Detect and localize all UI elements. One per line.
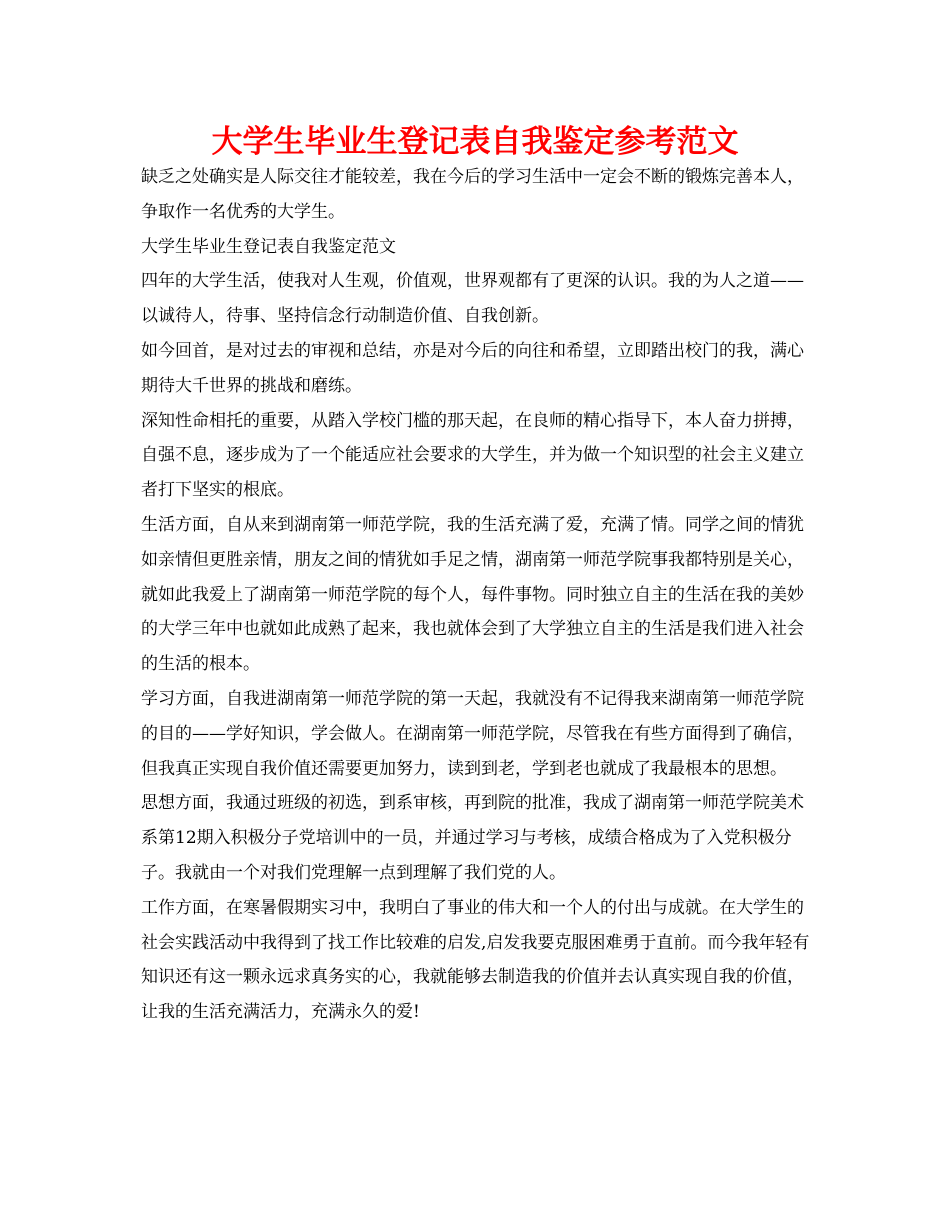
document-body <box>141 160 813 1030</box>
paragraph-ideology: 思想方面，我通过班级的初选，到系审核，再到院的批准，我成了湖南第一师范学院美术系第12期入积极分子党培训中的一员，并通过学习与考核，成绩合格成为了入党积极分子。我就由一个对我们党理解一点到理解了我们党的人。 <box>141 793 804 883</box>
paragraph-shortcomings: 缺乏之处确实是人际交往才能较差，我在今后的学习生活中一定会不断的锻炼完善本人，争取作一名优秀的大学生。 <box>141 167 804 222</box>
paragraph-work: 工作方面，在寒暑假期实习中，我明白了事业的伟大和一个人的付出与成就。在大学生的社会实践活动中我得到了找工作比较难的启发,启发我要克服困难勇于直前。而今我年轻有知识还有这一颗永远求真务实的心，我就能够去制造我的价值并去认真实现自我的价值，让我的生活充满活力，充满永久的爱! <box>141 897 810 1023</box>
paragraph-subtitle: 大学生毕业生登记表自我鉴定范文 <box>141 236 396 257</box>
paragraph-mission: 深知性命相托的重要，从踏入学校门槛的那天起，在良师的精心指导下，本人奋力拼搏，自强不息，逐步成为了一个能适应社会要求的大学生，并为做一个知识型的社会主义建立者打下坚实的根底。 <box>141 410 804 501</box>
paragraph-looking-back: 如今回首，是对过去的审视和总结，亦是对今后的向往和希望，立即踏出校门的我，满心期待大千世界的挑战和磨练。 <box>141 340 804 396</box>
document-title: 大学生毕业生登记表自我鉴定参考范文 <box>211 124 739 160</box>
paragraph-four-years: 四年的大学生活，使我对人生观，价值观，世界观都有了更深的认识。我的为人之道——以诚待人，待事、坚持信念行动制造价值、自我创新。 <box>141 271 804 327</box>
paragraph-life: 生活方面，自从来到湖南第一师范学院，我的生活充满了爱，充满了情。同学之间的情犹如亲情但更胜亲情，朋友之间的情犹如手足之情，湖南第一师范学院事我都特别是关心，就如此我爱上了湖南第一师范学院的每个人，每件事物。同时独立自主的生活在我的美妙的大学三年中也就如此成熟了起来，我也就体会到了大学独立自主的生活是我们进入社会的生活的根本。 <box>141 514 804 675</box>
paragraph-study: 学习方面，自我进湖南第一师范学院的第一天起，我就没有不记得我来湖南第一师范学院的目的——学好知识，学会做人。在湖南第一师范学院，尽管我在有些方面得到了确信，但我真正实现自我价值还需要更加努力，读到到老，学到老也就成了我最根本的思想。 <box>141 688 804 779</box>
